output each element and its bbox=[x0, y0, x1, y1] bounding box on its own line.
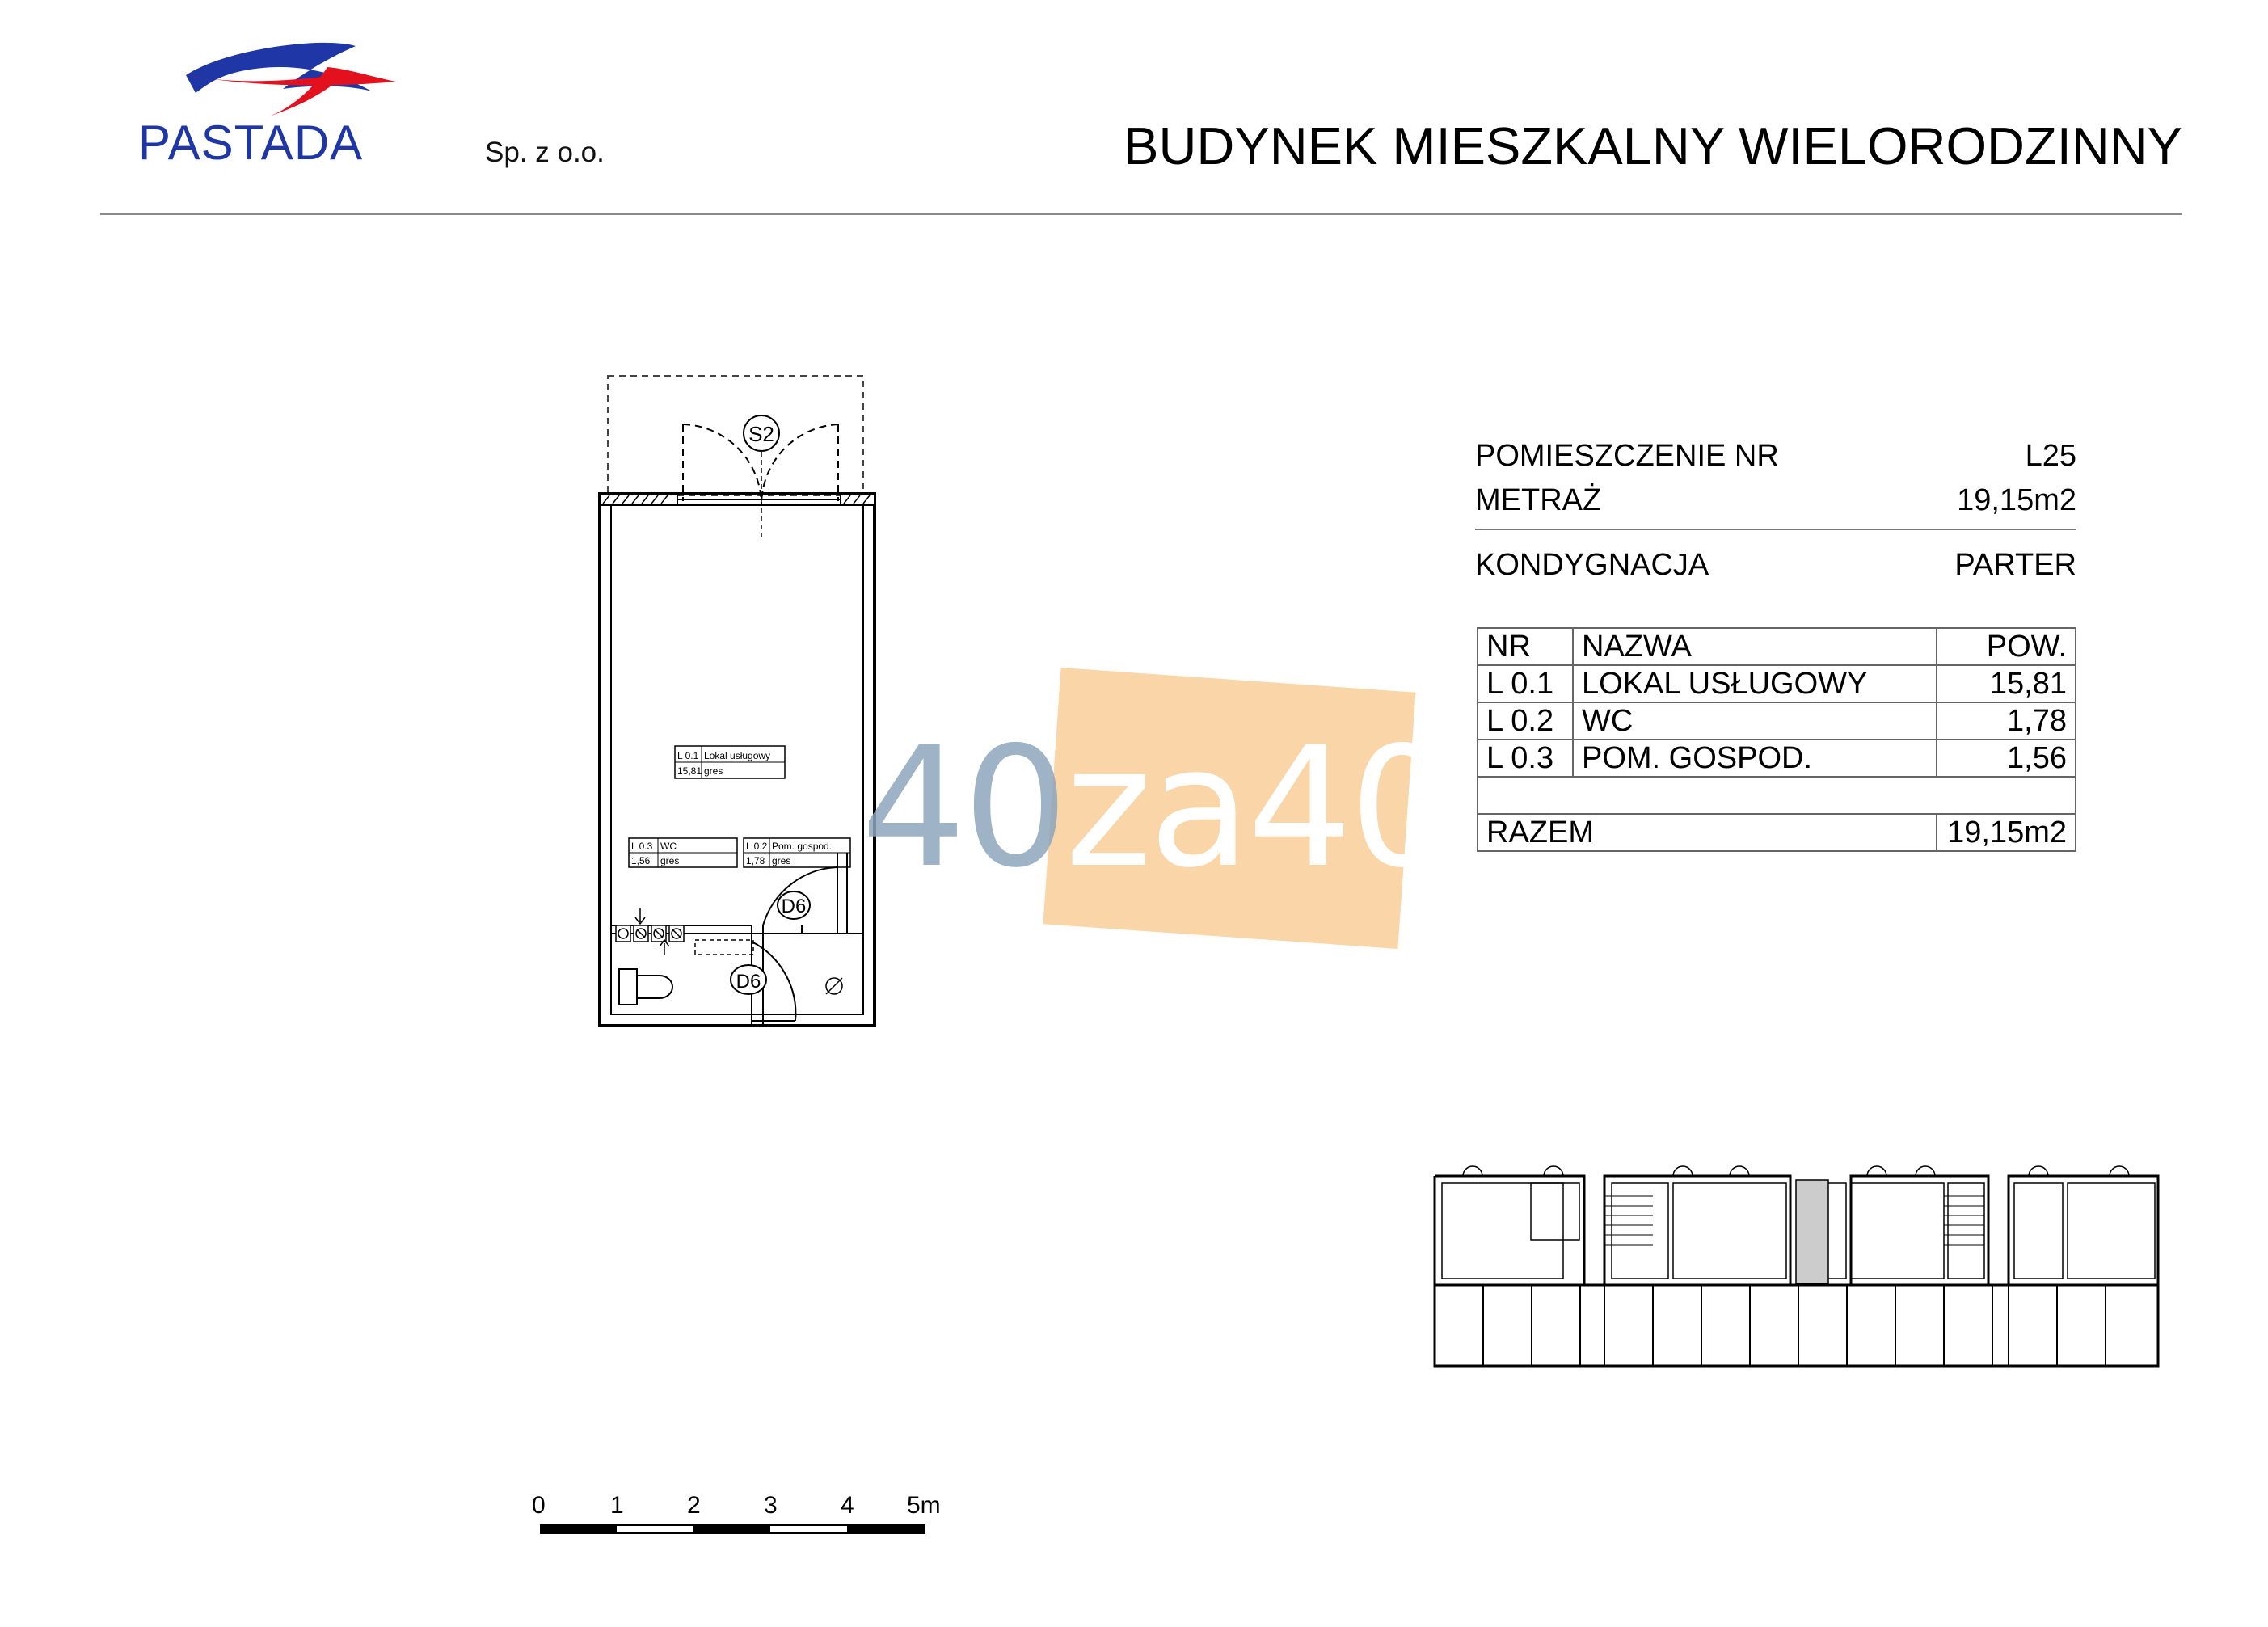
floor-drain-icon bbox=[826, 978, 842, 994]
rooms-table bbox=[1477, 627, 2076, 852]
floor-plan bbox=[590, 368, 881, 1047]
wc-room-area: 1,56 bbox=[631, 855, 651, 866]
cell-area: 1,78 bbox=[1937, 702, 2076, 740]
scale-tick-0: 0 bbox=[532, 1492, 546, 1519]
balcony-outline bbox=[608, 376, 863, 495]
store-room-name: Pom. gospod. bbox=[772, 841, 833, 852]
scale-tick-1: 1 bbox=[610, 1492, 624, 1519]
door-tag-s2-label: S2 bbox=[748, 422, 774, 446]
scale-tick-2: 2 bbox=[687, 1492, 701, 1519]
cell-name: WC bbox=[1573, 702, 1937, 740]
cell-name: LOKAL USŁUGOWY bbox=[1573, 665, 1937, 702]
col-header-name: NAZWA bbox=[1573, 628, 1937, 665]
info-divider bbox=[1475, 529, 2076, 530]
info-area-value: 19,15m2 bbox=[1957, 483, 2076, 517]
logo-brand-text: PASTADA bbox=[138, 116, 364, 170]
total-label: RAZEM bbox=[1478, 814, 1937, 851]
cell-area: 15,81 bbox=[1937, 665, 2076, 702]
table-total-row bbox=[1478, 814, 2076, 851]
cell-nr: L 0.2 bbox=[1478, 702, 1573, 740]
info-room-number-value: L25 bbox=[2025, 439, 2076, 473]
toilet-icon bbox=[619, 969, 672, 1005]
store-room-label bbox=[744, 838, 850, 867]
main-room-area: 15,81 bbox=[677, 765, 702, 777]
watermark-text bbox=[861, 712, 1452, 904]
highlighted-unit bbox=[1796, 1180, 1828, 1283]
wc-room-name: WC bbox=[660, 841, 677, 852]
total-value: 19,15m2 bbox=[1937, 814, 2076, 851]
scale-bar-graphic bbox=[540, 1524, 928, 1536]
info-floor-label: KONDYGNACJA bbox=[1475, 548, 1709, 582]
cell-nr: L 0.1 bbox=[1478, 665, 1573, 702]
store-room-nr: L 0.2 bbox=[746, 841, 768, 852]
building-key-plan bbox=[1431, 1156, 2166, 1390]
door-tag-d6-2-label: D6 bbox=[736, 971, 761, 993]
wc-room-nr: L 0.3 bbox=[631, 841, 653, 852]
watermark-part2: za40 bbox=[1064, 712, 1452, 904]
scale-tick-3: 3 bbox=[764, 1492, 778, 1519]
table-header-row bbox=[1478, 628, 2076, 665]
company-logo bbox=[129, 28, 647, 182]
table-row bbox=[1478, 665, 2076, 702]
cell-nr: L 0.3 bbox=[1478, 740, 1573, 777]
table-row bbox=[1478, 702, 2076, 740]
scale-tick-5: 5m bbox=[907, 1492, 941, 1519]
wc-room-floor: gres bbox=[660, 855, 680, 866]
info-room-number-label: POMIESZCZENIE NR bbox=[1475, 439, 1779, 473]
main-room-name: Lokal usługowy bbox=[704, 750, 771, 761]
cell-area: 1,56 bbox=[1937, 740, 2076, 777]
duct-outline bbox=[695, 940, 753, 955]
table-spacer-row bbox=[1478, 777, 2076, 814]
logo-swoosh-icon bbox=[129, 28, 647, 125]
header-divider bbox=[100, 213, 2182, 215]
scale-tick-4: 4 bbox=[841, 1492, 854, 1519]
main-room-label bbox=[675, 746, 785, 778]
cell-name: POM. GOSPOD. bbox=[1573, 740, 1937, 777]
main-room-floor: gres bbox=[704, 765, 723, 777]
table-row bbox=[1478, 740, 2076, 777]
info-area-label: METRAŻ bbox=[1475, 483, 1602, 517]
spacer-cell bbox=[1478, 777, 2076, 814]
store-room-floor: gres bbox=[772, 855, 791, 866]
col-header-area: POW. bbox=[1937, 628, 2076, 665]
watermark-part1: 40 bbox=[861, 712, 1065, 904]
wc-room-label bbox=[629, 838, 737, 867]
main-room-nr: L 0.1 bbox=[677, 750, 699, 761]
info-floor-value: PARTER bbox=[1954, 548, 2076, 582]
page-title: BUDYNEK MIESZKALNY WIELORODZINNY bbox=[1123, 116, 2182, 175]
col-header-nr: NR bbox=[1478, 628, 1573, 665]
door-tag-d6-1-label: D6 bbox=[781, 896, 807, 917]
store-room-area: 1,78 bbox=[746, 855, 765, 866]
logo-company-suffix: Sp. z o.o. bbox=[485, 137, 605, 168]
